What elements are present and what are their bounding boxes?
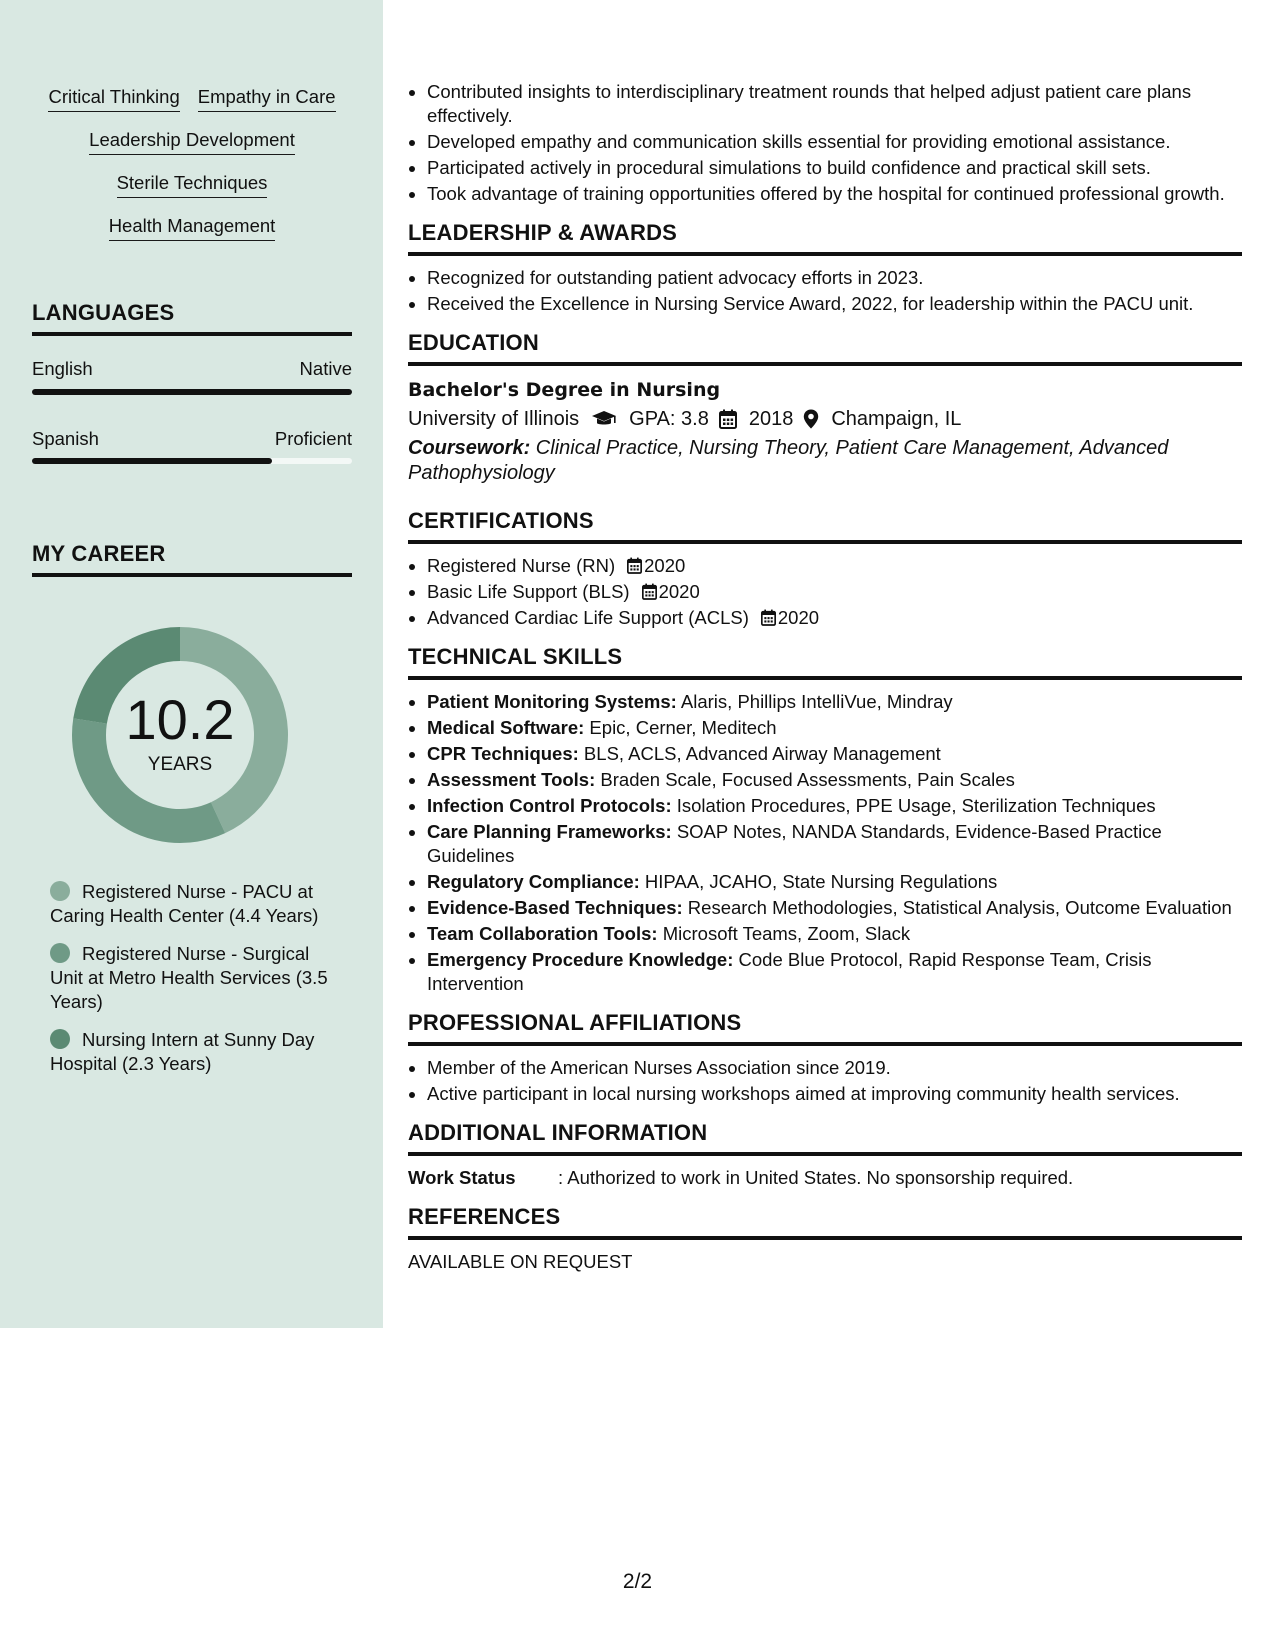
career-dot — [50, 881, 70, 901]
technical-skill-value: Isolation Procedures, PPE Usage, Sterilization Techniques — [671, 795, 1156, 816]
experience-bullet: • Developed empathy and communication skills essential for providing emotional assistance. — [427, 130, 1242, 154]
experience-bullet: • Participated actively in procedural simulations to build confidence and practical skill sets. — [427, 156, 1242, 180]
certification-name: Advanced Cardiac Life Support (ACLS) — [427, 607, 749, 628]
technical-skill-value: Braden Scale, Focused Assessments, Pain Scales — [595, 769, 1015, 790]
technical-skill-value: HIPAA, JCAHO, State Nursing Regulations — [639, 871, 998, 892]
technical-skill-item — [427, 948, 1242, 996]
skill-tag: Leadership Development — [89, 129, 295, 155]
language-row — [32, 358, 352, 380]
skill-tag: Health Management — [109, 215, 276, 241]
affiliations-list — [408, 1056, 1242, 1106]
technical-skill-item — [427, 768, 1242, 792]
technical-skill-value: Code Blue Protocol, Rapid Response Team, Crisis Intervention — [427, 949, 1152, 994]
technical-skill-label: Emergency Procedure Knowledge: — [427, 949, 734, 970]
work-status-value: : Authorized to work in United States. No sponsorship required. — [558, 1167, 1074, 1188]
skill-tag: Empathy in Care — [198, 86, 336, 112]
calendar-icon — [627, 557, 642, 574]
certification-item — [427, 606, 1242, 630]
location-pin-icon — [803, 409, 819, 429]
additional-info-heading: ADDITIONAL INFORMATION — [408, 1120, 1242, 1156]
skill-tag: Sterile Techniques — [117, 172, 268, 198]
career-total-years: 10.2 — [125, 688, 235, 751]
career-item-text: Registered Nurse - PACU at Caring Health Center (4.4 Years) — [50, 881, 319, 926]
career-dot — [50, 1029, 70, 1049]
leadership-bullet: • Received the Excellence in Nursing Service Award, 2022, for leadership within the PACU unit. — [427, 292, 1242, 316]
certification-name: Registered Nurse (RN) — [427, 555, 616, 576]
experience-bullet: • Contributed insights to interdisciplinary treatment rounds that helped adjust patient care plans effectively. — [427, 80, 1242, 128]
education-location: Champaign, IL — [831, 408, 962, 430]
language-name: English — [32, 358, 93, 379]
affiliations-heading: PROFESSIONAL AFFILIATIONS — [408, 1010, 1242, 1046]
technical-skill-label: Patient Monitoring Systems: — [427, 691, 677, 712]
technical-skill-value: Microsoft Teams, Zoom, Slack — [657, 923, 911, 944]
education-degree: Bachelor's Degree in Nursing — [408, 379, 721, 401]
work-status-row — [408, 1166, 1242, 1190]
leadership-bullet: • Recognized for outstanding patient advocacy efforts in 2023. — [427, 266, 1242, 290]
technical-skill-item — [427, 690, 1242, 714]
language-bar-fill — [32, 389, 352, 395]
education-meta — [408, 404, 1242, 434]
affiliation-item: • Active participant in local nursing workshops aimed at improving community health services. — [427, 1082, 1242, 1106]
technical-skill-label: Regulatory Compliance: — [427, 871, 640, 892]
technical-skill-value: BLS, ACLS, Advanced Airway Management — [578, 743, 941, 764]
leadership-bullets — [408, 266, 1242, 316]
certification-year: 2020 — [658, 581, 700, 602]
certification-name: Basic Life Support (BLS) — [427, 581, 630, 602]
technical-skill-item — [427, 870, 1242, 894]
skill-tag: Critical Thinking — [48, 86, 179, 112]
technical-skill-value: Epic, Cerner, Meditech — [584, 717, 777, 738]
career-item — [50, 1028, 340, 1076]
career-list — [50, 880, 340, 1090]
leadership-heading: LEADERSHIP & AWARDS — [408, 220, 1242, 256]
certification-year: 2020 — [644, 555, 686, 576]
technical-skill-label: Assessment Tools: — [427, 769, 596, 790]
certifications-heading: CERTIFICATIONS — [408, 508, 1242, 544]
language-level: Proficient — [274, 428, 352, 449]
technical-skill-item — [427, 716, 1242, 740]
language-name: Spanish — [32, 428, 99, 449]
technical-skill-item — [427, 742, 1242, 766]
technical-skill-item — [427, 820, 1242, 868]
career-dot — [50, 943, 70, 963]
career-heading: MY CAREER — [32, 541, 352, 577]
technical-skill-item — [427, 896, 1242, 920]
language-level: Native — [299, 358, 352, 379]
certification-item — [427, 580, 1242, 604]
technical-skill-label: Evidence-Based Techniques: — [427, 897, 683, 918]
sidebar — [0, 0, 383, 1328]
coursework-text: Clinical Practice, Nursing Theory, Patient Care Management, Advanced Pathophysiology — [408, 437, 1169, 484]
language-bar — [32, 389, 352, 395]
technical-skill-value: Alaris, Phillips IntelliVue, Mindray — [676, 691, 953, 712]
career-total-label: YEARS — [147, 754, 213, 775]
technical-skill-item — [427, 922, 1242, 946]
skills-list — [32, 86, 352, 241]
main-column — [408, 80, 1242, 1274]
technical-skill-item — [427, 794, 1242, 818]
technical-skills-list — [408, 690, 1242, 996]
experience-bullet: • Took advantage of training opportunities offered by the hospital for continued professional growth. — [427, 182, 1242, 206]
certification-year: 2020 — [777, 607, 820, 628]
references-heading: REFERENCES — [408, 1204, 1242, 1240]
technical-skill-label: Team Collaboration Tools: — [427, 923, 658, 944]
technical-skill-label: Medical Software: — [427, 717, 585, 738]
career-item — [50, 880, 340, 928]
affiliation-item: • Member of the American Nurses Association since 2019. — [427, 1056, 1242, 1080]
career-item — [50, 942, 340, 1014]
experience-bullets — [408, 80, 1242, 206]
certification-item — [427, 554, 1242, 578]
career-donut-chart — [65, 620, 295, 850]
language-bar-fill — [32, 458, 272, 464]
graduation-cap-icon — [591, 410, 617, 428]
education-year: 2018 — [748, 408, 794, 430]
technical-skill-label: Infection Control Protocols: — [427, 795, 672, 816]
work-status-label: Work Status — [408, 1167, 516, 1188]
technical-skills-heading: TECHNICAL SKILLS — [408, 644, 1242, 680]
technical-skill-value: SOAP Notes, NANDA Standards, Evidence-Based Practice Guidelines — [427, 821, 1162, 866]
language-bar — [32, 458, 352, 464]
career-item-text: Nursing Intern at Sunny Day Hospital (2.3 Years) — [50, 1029, 315, 1074]
technical-skill-value: Research Methodologies, Statistical Analysis, Outcome Evaluation — [682, 897, 1232, 918]
languages-heading: LANGUAGES — [32, 300, 352, 336]
language-row — [32, 428, 352, 450]
career-item-text: Registered Nurse - Surgical Unit at Metro Health Services (3.5 Years) — [50, 943, 328, 1012]
calendar-icon — [719, 409, 737, 429]
education-coursework — [408, 436, 1242, 486]
calendar-icon — [642, 583, 657, 600]
calendar-icon — [761, 609, 776, 626]
education-heading: EDUCATION — [408, 330, 1242, 366]
education-school: University of Illinois — [408, 408, 580, 430]
page-number: 2/2 — [622, 1570, 653, 1593]
technical-skill-label: CPR Techniques: — [427, 743, 579, 764]
certifications-list — [408, 554, 1242, 630]
technical-skill-label: Care Planning Frameworks: — [427, 821, 672, 842]
references-text: AVAILABLE ON REQUEST — [408, 1251, 633, 1272]
education-gpa: GPA: 3.8 — [629, 408, 709, 430]
coursework-label: Coursework: — [408, 437, 531, 459]
